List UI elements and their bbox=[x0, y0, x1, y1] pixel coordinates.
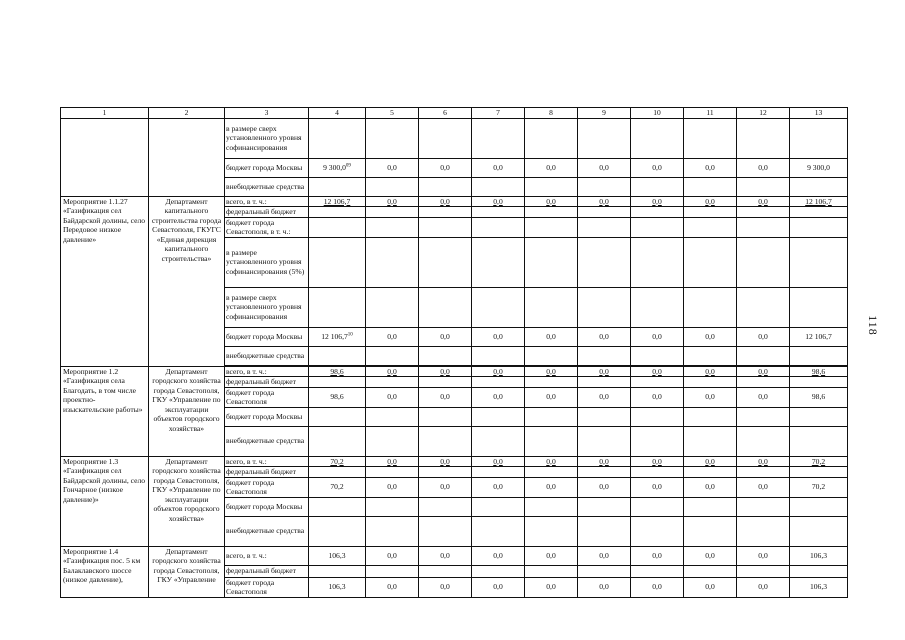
value-cell: 70,2 bbox=[790, 477, 848, 497]
value-cell: 9 300,0$^{09}$ bbox=[309, 158, 366, 177]
header-cell: 10 bbox=[631, 108, 684, 119]
value-cell: 0,0 bbox=[631, 196, 684, 207]
value-cell: 0,0 bbox=[737, 327, 790, 346]
value-cell: 0,0 bbox=[472, 477, 525, 497]
value-cell: 0,0 bbox=[684, 546, 737, 565]
value-cell: 0,0 bbox=[419, 477, 472, 497]
dept-name: Департамент городского хозяйства города Севастополя, ГКУ «Управление по эксплуатации объектов городского хозяйства» bbox=[149, 366, 225, 456]
source-label: внебюджетные средства bbox=[225, 346, 309, 365]
value-cell: 106,3 bbox=[790, 546, 848, 565]
value-cell: 12 106,7 bbox=[790, 196, 848, 207]
value-cell: 0,0 bbox=[472, 366, 525, 377]
value-cell: 106,3 bbox=[790, 577, 848, 597]
value-cell: 0,0 bbox=[578, 456, 631, 467]
value-cell: 70,2 bbox=[790, 456, 848, 467]
value-cell: 0,0 bbox=[419, 387, 472, 407]
source-label: бюджет города Москвы bbox=[225, 497, 309, 516]
value-cell: 0,0 bbox=[684, 196, 737, 207]
value-cell: 0,0 bbox=[472, 387, 525, 407]
dept-name: Департамент городского хозяйства города Севастополя, ГКУ «Управление по эксплуатации объектов городского хозяйства» bbox=[149, 456, 225, 546]
value-cell: 0,0 bbox=[631, 577, 684, 597]
value-cell: 0,0 bbox=[578, 546, 631, 565]
value-cell: 0,0 bbox=[366, 387, 419, 407]
source-label: в размере установленного уровня софинансирования (5%) bbox=[225, 237, 309, 287]
value-cell: 9 300,0 bbox=[790, 158, 848, 177]
value-cell: 0,0 bbox=[472, 546, 525, 565]
value-cell: 0,0 bbox=[366, 196, 419, 207]
value-cell: 0,0 bbox=[419, 456, 472, 467]
value-cell: 0,0 bbox=[578, 366, 631, 377]
value-cell: 0,0 bbox=[631, 387, 684, 407]
value-cell: 0,0 bbox=[366, 366, 419, 377]
value-cell: 0,0 bbox=[419, 196, 472, 207]
value-cell: 0,0 bbox=[419, 577, 472, 597]
value-cell: 0,0 bbox=[578, 387, 631, 407]
header-cell: 1 bbox=[61, 108, 149, 119]
value-cell: 0,0 bbox=[472, 577, 525, 597]
value-cell: 0,0 bbox=[366, 456, 419, 467]
source-label: бюджет города Москвы bbox=[225, 407, 309, 426]
value-cell: 0,0 bbox=[684, 456, 737, 467]
value-cell: 0,0 bbox=[737, 196, 790, 207]
source-label: бюджет города Севастополя bbox=[225, 387, 309, 407]
value-cell: 0,0 bbox=[366, 477, 419, 497]
value-cell: 0,0 bbox=[684, 577, 737, 597]
value-cell: 98,6 bbox=[309, 387, 366, 407]
value-cell: 0,0 bbox=[578, 327, 631, 346]
header-cell: 13 bbox=[790, 108, 848, 119]
event-name: Мероприятие 1.4 «Газификация пос. 5 км Балаклавского шоссе (низкое давление), bbox=[61, 546, 149, 597]
header-cell: 9 bbox=[578, 108, 631, 119]
source-label: бюджет города Севастополя bbox=[225, 577, 309, 597]
value-cell: 0,0 bbox=[684, 327, 737, 346]
value-cell: 0,0 bbox=[525, 477, 578, 497]
source-label: в размере сверх установленного уровня софинансирования bbox=[225, 118, 309, 158]
source-label: бюджет города Севастополя bbox=[225, 477, 309, 497]
table-row bbox=[61, 456, 848, 467]
value-cell: 0,0 bbox=[737, 577, 790, 597]
value-cell: 0,0 bbox=[684, 387, 737, 407]
value-cell: 0,0 bbox=[737, 546, 790, 565]
value-cell: 0,0 bbox=[631, 327, 684, 346]
value-cell: 0,0 bbox=[366, 158, 419, 177]
source-label: федеральный бюджет bbox=[225, 377, 309, 388]
value-cell: 0,0 bbox=[578, 477, 631, 497]
value-cell: 0,0 bbox=[737, 477, 790, 497]
source-label: внебюджетные средства bbox=[225, 516, 309, 546]
value-cell: 0,0 bbox=[578, 158, 631, 177]
source-label: всего, в т. ч.: bbox=[225, 546, 309, 565]
header-cell: 7 bbox=[472, 108, 525, 119]
value-cell: 0,0 bbox=[578, 577, 631, 597]
page-number: 118 bbox=[865, 315, 880, 336]
value-cell: 0,0 bbox=[472, 327, 525, 346]
event-cell bbox=[61, 118, 149, 196]
header-cell: 6 bbox=[419, 108, 472, 119]
value-cell: 0,0 bbox=[525, 456, 578, 467]
header-cell: 12 bbox=[737, 108, 790, 119]
header-cell: 2 bbox=[149, 108, 225, 119]
value-cell: 0,0 bbox=[472, 196, 525, 207]
value-cell: 0,0 bbox=[525, 327, 578, 346]
dept-cell bbox=[149, 118, 225, 196]
value-cell: 98,6 bbox=[790, 366, 848, 377]
source-label: бюджет города Москвы bbox=[225, 158, 309, 177]
header-cell: 4 bbox=[309, 108, 366, 119]
table-row bbox=[61, 366, 848, 377]
source-label: внебюджетные средства bbox=[225, 177, 309, 196]
value-cell: 0,0 bbox=[631, 366, 684, 377]
table-row bbox=[61, 196, 848, 207]
dept-name: Департамент капитального строительства города Севастополя, ГКУГС «Единая дирекция капитального строительства» bbox=[149, 196, 225, 366]
value-cell: 0,0 bbox=[737, 387, 790, 407]
value-cell: 0,0 bbox=[525, 546, 578, 565]
value-cell: 0,0 bbox=[684, 366, 737, 377]
source-label: всего, в т. ч.: bbox=[225, 366, 309, 377]
value-cell: 0,0 bbox=[525, 196, 578, 207]
source-label: федеральный бюджет bbox=[225, 467, 309, 478]
table-row bbox=[61, 118, 848, 158]
event-name: Мероприятие 1.2 «Газификация села Благодать, в том числе проектно-изыскательские работы» bbox=[61, 366, 149, 456]
value-cell: 12 106,7$^{10}$ bbox=[309, 327, 366, 346]
value-cell: 98,6 bbox=[309, 366, 366, 377]
value-cell: 98,6 bbox=[790, 387, 848, 407]
value-cell: 0,0 bbox=[737, 456, 790, 467]
source-label: бюджет города Севастополя, в т. ч.: bbox=[225, 217, 309, 237]
value-cell: 0,0 bbox=[631, 546, 684, 565]
event-name: Мероприятие 1.3 «Газификация сел Байдарской долины, село Гончарное (низкое давление)» bbox=[61, 456, 149, 546]
value-cell: 0,0 bbox=[366, 546, 419, 565]
value-cell: 0,0 bbox=[366, 327, 419, 346]
value-cell: 0,0 bbox=[631, 158, 684, 177]
value-cell: 0,0 bbox=[366, 577, 419, 597]
value-cell: 0,0 bbox=[737, 366, 790, 377]
header-cell: 5 bbox=[366, 108, 419, 119]
source-label: федеральный бюджет bbox=[225, 565, 309, 577]
value-cell: 0,0 bbox=[684, 477, 737, 497]
source-label: всего, в т. ч.: bbox=[225, 456, 309, 467]
value-cell: 0,0 bbox=[419, 327, 472, 346]
dept-name: Департамент городского хозяйства города Севастополя, ГКУ «Управление bbox=[149, 546, 225, 597]
source-label: бюджет города Москвы bbox=[225, 327, 309, 346]
source-label: в размере сверх установленного уровня софинансирования bbox=[225, 287, 309, 327]
value-cell: 70,2 bbox=[309, 456, 366, 467]
value-cell: 0,0 bbox=[578, 196, 631, 207]
value-cell: 106,3 bbox=[309, 577, 366, 597]
value-cell: 0,0 bbox=[525, 577, 578, 597]
value-cell: 0,0 bbox=[684, 158, 737, 177]
source-label: внебюджетные средства bbox=[225, 426, 309, 456]
value-cell: 106,3 bbox=[309, 546, 366, 565]
value-cell: 0,0 bbox=[631, 456, 684, 467]
header-cell: 8 bbox=[525, 108, 578, 119]
value-cell: 0,0 bbox=[737, 158, 790, 177]
header-cell: 3 bbox=[225, 108, 309, 119]
value-cell: 0,0 bbox=[631, 477, 684, 497]
event-name: Мероприятие 1.1.27 «Газификация сел Байдарской долины, село Передовое низкое давление» bbox=[61, 196, 149, 366]
value-cell: 0,0 bbox=[419, 546, 472, 565]
value-cell: 0,0 bbox=[472, 456, 525, 467]
header-row bbox=[61, 108, 848, 119]
value-cell: 70,2 bbox=[309, 477, 366, 497]
funding-table bbox=[60, 107, 848, 598]
value-cell: 0,0 bbox=[525, 366, 578, 377]
source-label: федеральный бюджет bbox=[225, 207, 309, 218]
value-cell: 0,0 bbox=[472, 158, 525, 177]
value-cell: 12 106,7 bbox=[790, 327, 848, 346]
header-cell: 11 bbox=[684, 108, 737, 119]
table-row bbox=[61, 546, 848, 565]
value-cell: 12 106,7 bbox=[309, 196, 366, 207]
source-label: всего, в т. ч.: bbox=[225, 196, 309, 207]
value-cell: 0,0 bbox=[419, 366, 472, 377]
value-cell: 0,0 bbox=[525, 158, 578, 177]
value-cell: 0,0 bbox=[525, 387, 578, 407]
value-cell: 0,0 bbox=[419, 158, 472, 177]
